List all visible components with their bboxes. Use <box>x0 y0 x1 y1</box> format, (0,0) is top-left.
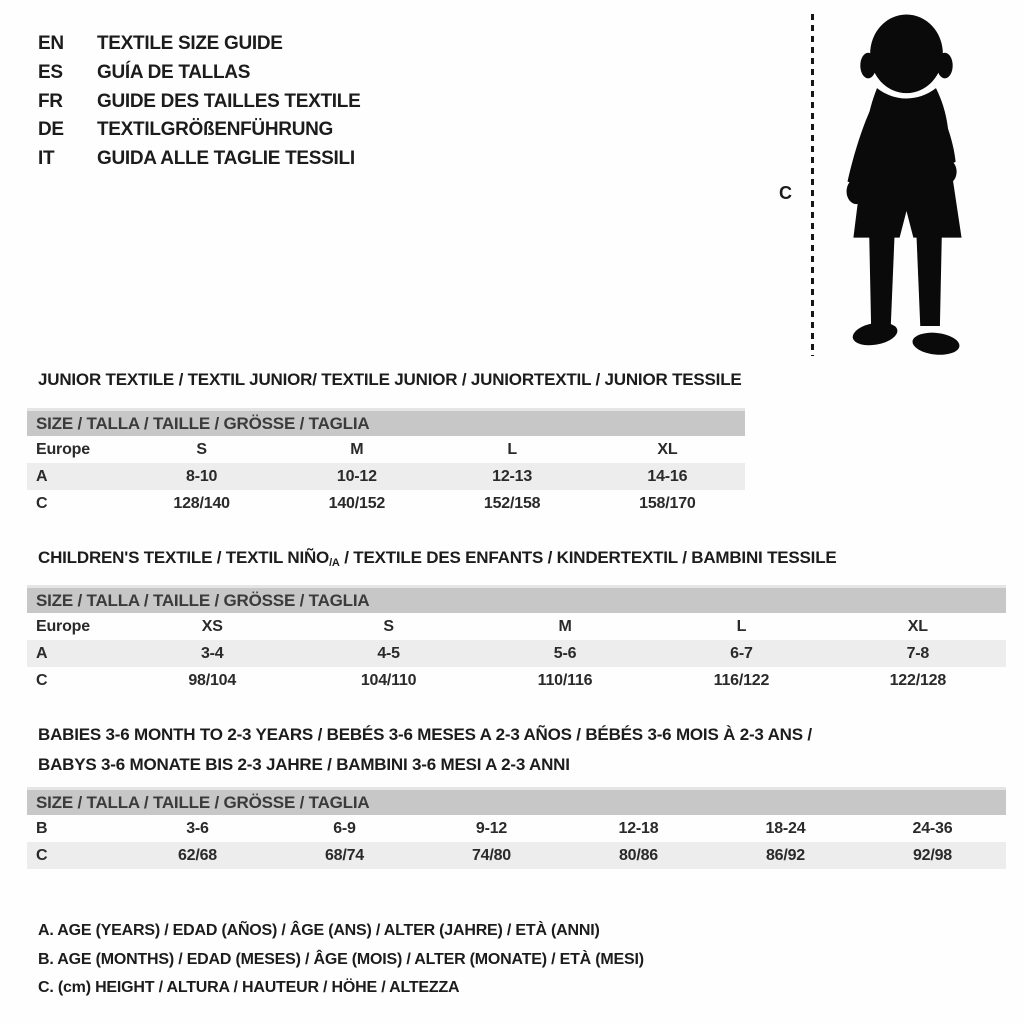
lang-code: ES <box>38 62 63 84</box>
age-cell: 10-12 <box>336 467 377 485</box>
age-cell: 18-24 <box>765 819 806 837</box>
lang-code: IT <box>38 148 55 170</box>
size-cell: XS <box>201 617 223 635</box>
toddler-silhouette-icon <box>820 8 992 360</box>
row-label: A <box>36 644 48 662</box>
height-cell: 62/68 <box>177 846 218 864</box>
height-cell: 110/116 <box>537 671 593 689</box>
age-cell: 7-8 <box>906 644 930 662</box>
lang-row-de <box>38 116 360 145</box>
age-cell: 9-12 <box>475 819 508 837</box>
legend-footnotes <box>38 917 644 1003</box>
table-row-age-years <box>27 463 745 490</box>
children-heading-text: CHILDREN'S TEXTILE / TEXTIL NIÑO <box>38 548 330 567</box>
babies-size-table-header: SIZE / TALLA / TAILLE / GRÖSSE / TAGLIA <box>27 787 1006 815</box>
language-header <box>38 30 360 173</box>
table-row-europe <box>27 613 1006 640</box>
table-row-europe <box>27 436 745 463</box>
lang-title: GUIDE DES TAILLES TEXTILE <box>97 90 361 112</box>
children-heading-text: / TEXTILE DES ENFANTS / KINDERTEXTIL / BAMBINI TESSILE <box>339 548 837 567</box>
size-cell: M <box>558 617 572 635</box>
height-cell: 122/128 <box>889 671 947 689</box>
age-cell: 3-4 <box>200 644 224 662</box>
table-row-height-cm <box>27 842 1006 869</box>
babies-size-table <box>27 787 1006 869</box>
row-label: C <box>36 846 48 864</box>
height-cell: 140/152 <box>328 494 386 512</box>
height-cell: 74/80 <box>471 846 512 864</box>
babies-heading-line2: BABYS 3-6 MONATE BIS 2-3 JAHRE / BAMBINI 3-6 MESI A 2-3 ANNI <box>38 755 570 774</box>
height-cell: 80/86 <box>618 846 659 864</box>
height-cell: 104/110 <box>360 671 417 689</box>
footnote-age-years: A. AGE (YEARS) / EDAD (AÑOS) / ÂGE (ANS) / ALTER (JAHRE) / ETÀ (ANNI) <box>38 922 600 939</box>
size-cell: S <box>196 440 207 458</box>
size-cell: S <box>383 617 394 635</box>
junior-size-table-header: SIZE / TALLA / TAILLE / GRÖSSE / TAGLIA <box>27 408 745 436</box>
lang-code: FR <box>38 90 63 112</box>
row-label: Europe <box>36 617 90 635</box>
height-measure-label: C <box>779 183 792 203</box>
size-cell: M <box>350 440 364 458</box>
children-size-table <box>27 585 1006 694</box>
size-cell: XL <box>907 617 928 635</box>
age-cell: 3-6 <box>186 819 209 837</box>
height-cell: 158/170 <box>639 494 696 512</box>
table-row-age-years <box>27 640 1006 667</box>
height-cell: 116/122 <box>713 671 770 689</box>
lang-row-en <box>38 30 360 59</box>
lang-row-fr <box>38 87 360 116</box>
lang-code: EN <box>38 33 64 55</box>
height-dotted-line <box>811 14 814 356</box>
junior-size-table <box>27 408 745 517</box>
lang-title: GUIDA ALLE TAGLIE TESSILI <box>97 148 355 170</box>
lang-title: GUÍA DE TALLAS <box>97 62 251 84</box>
row-label: A <box>36 467 48 485</box>
table-row-height-cm <box>27 667 1006 694</box>
age-cell: 12-18 <box>618 819 659 837</box>
height-cell: 152/158 <box>483 494 541 512</box>
row-label: B <box>36 819 48 837</box>
age-cell: 6-9 <box>333 819 356 837</box>
height-cell: 98/104 <box>188 671 237 689</box>
table-row-height-cm <box>27 490 745 517</box>
age-cell: 6-7 <box>730 644 753 662</box>
height-cell: 128/140 <box>173 494 230 512</box>
children-heading-subscript: /A <box>329 557 340 569</box>
row-label: Europe <box>36 440 90 458</box>
lang-row-es <box>38 59 360 88</box>
height-cell: 86/92 <box>765 846 806 864</box>
footnote-height-cm: C. (cm) HEIGHT / ALTURA / HAUTEUR / HÖHE / ALTEZZA <box>38 979 460 997</box>
lang-code: DE <box>38 119 64 141</box>
age-cell: 12-13 <box>492 467 533 485</box>
row-label: C <box>36 494 48 512</box>
age-cell: 5-6 <box>553 644 577 662</box>
age-cell: 14-16 <box>647 467 688 485</box>
row-label: C <box>36 671 48 689</box>
age-cell: 24-36 <box>912 819 953 837</box>
children-section-heading <box>38 548 837 568</box>
size-cell: L <box>507 440 517 458</box>
lang-row-it <box>38 145 360 174</box>
lang-title: TEXTILGRÖßENFÜHRUNG <box>97 119 334 141</box>
footnote-age-months: B. AGE (MONTHS) / EDAD (MESES) / ÂGE (MOIS) / ALTER (MONATE) / ETÀ (MESI) <box>38 950 644 968</box>
junior-section-heading: JUNIOR TEXTILE / TEXTIL JUNIOR/ TEXTILE JUNIOR / JUNIORTEXTIL / JUNIOR TESSILE <box>38 370 742 389</box>
height-cell: 68/74 <box>324 846 365 864</box>
lang-title: TEXTILE SIZE GUIDE <box>97 33 283 55</box>
babies-heading-line1: BABIES 3-6 MONTH TO 2-3 YEARS / BEBÉS 3-6 MESES A 2-3 AÑOS / BÉBÉS 3-6 MOIS À 2-3 ANS / <box>38 725 812 744</box>
size-cell: XL <box>657 440 678 458</box>
height-cell: 92/98 <box>912 846 953 864</box>
children-size-table-header: SIZE / TALLA / TAILLE / GRÖSSE / TAGLIA <box>27 585 1006 613</box>
age-cell: 8-10 <box>186 467 218 485</box>
table-row-age-months <box>27 815 1006 842</box>
babies-section-heading <box>38 720 812 780</box>
age-cell: 4-5 <box>377 644 400 662</box>
size-cell: L <box>736 617 747 635</box>
